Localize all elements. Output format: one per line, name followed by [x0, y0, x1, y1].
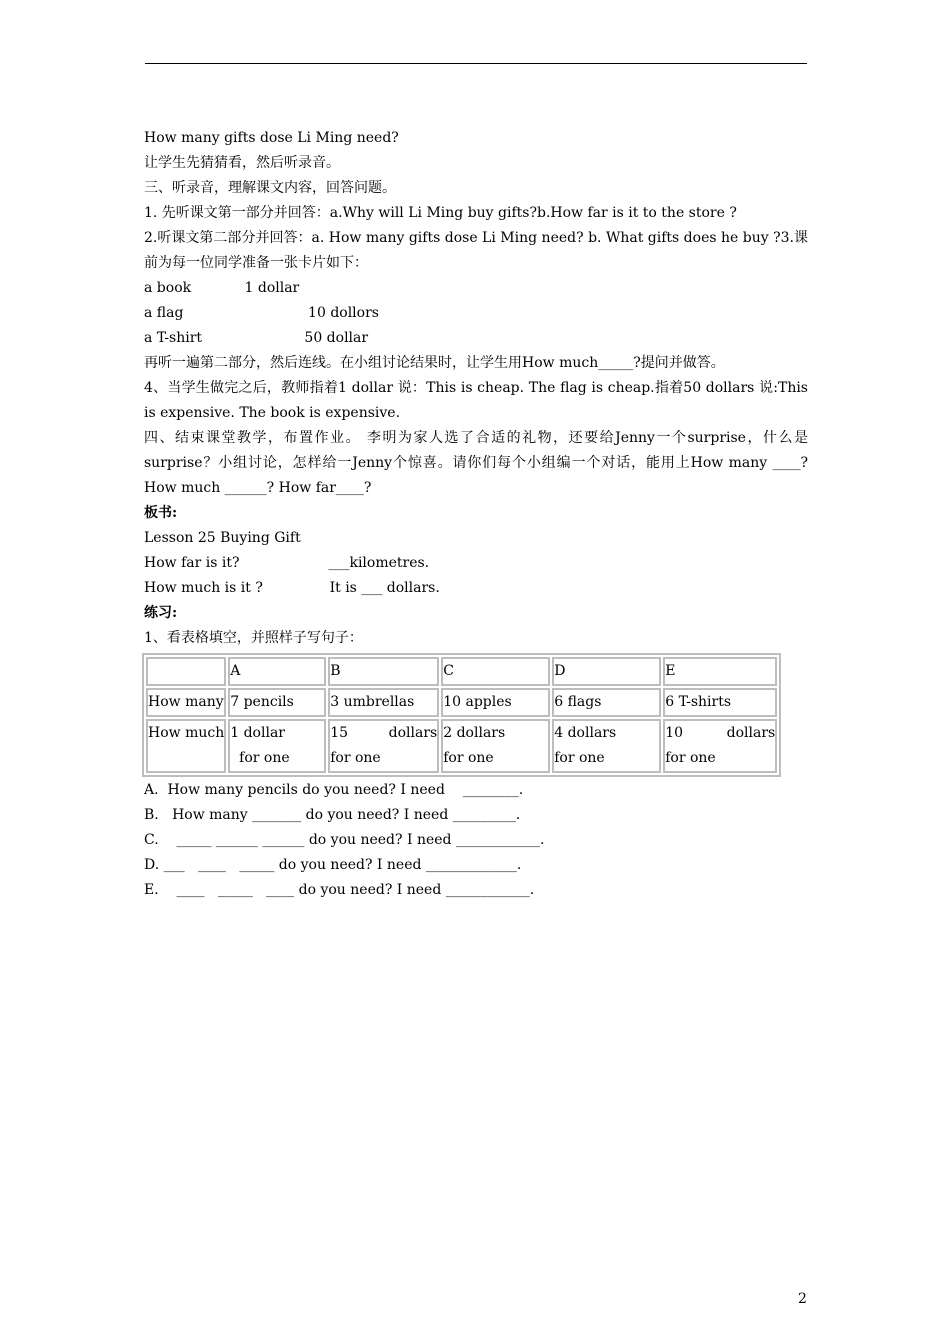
card-line-tshirt: a T-shirt 50 dollar — [144, 330, 369, 346]
price-table — [142, 653, 781, 777]
instruction-line: 让学生先猜猜看，然后听录音。 — [144, 155, 340, 171]
board-line-how-far: How far is it? ___kilometres. — [144, 555, 430, 571]
price-number: 10 — [665, 725, 684, 741]
table-header-cell: E — [663, 657, 777, 686]
table-cell — [663, 719, 777, 773]
step-one-paragraph: 1. 先听课文第一部分并回答：a.Why will Li Ming buy gifts?b.How far is it to the store ? — [144, 205, 737, 221]
matching-instruction: 再听一遍第二部分，然后连线。在小组讨论结果时，让学生用How much_____?提问并做答。 — [144, 355, 725, 371]
price-unit-text: for one — [665, 750, 716, 766]
board-heading: 板书: — [144, 505, 178, 521]
step-two-paragraph: 2.听课文第二部分并回答：a. How many gifts dose Li Ming need? b. What gifts does he buy ?3.课前为每一位同学准备一张卡片如下： — [144, 230, 808, 271]
answer-line-c: C. _____ ______ ______ do you need? I need ____________. — [144, 832, 545, 848]
price-unit-text: for one — [443, 750, 494, 766]
document-body — [144, 126, 808, 903]
table-header-cell — [146, 657, 226, 686]
table-header-cell: A — [228, 657, 326, 686]
page-number: 2 — [798, 1291, 807, 1307]
step-four-paragraph: 4、当学生做完之后，教师指着1 dollar 说：This is cheap. The flag is cheap.指着50 dollars 说:This is expensive. The book is expensive. — [144, 380, 808, 421]
price-line — [330, 721, 437, 746]
header-rule — [145, 63, 807, 64]
price-word: dollars — [388, 725, 438, 741]
table-cell: 6 flags — [552, 688, 661, 717]
table-cell: How many — [146, 688, 226, 717]
table-header-cell: C — [441, 657, 550, 686]
table-cell: 10 apples — [441, 688, 550, 717]
price-unit-text: for one — [554, 750, 605, 766]
answer-line-b: B. How many _______ do you need? I need _________. — [144, 807, 521, 823]
price-text: 1 dollar — [230, 725, 285, 741]
table-cell — [441, 719, 550, 773]
section-four-paragraph: 四、结束课堂教学，布置作业。 李明为家人选了合适的礼物，还要给Jenny一个surprise，什么是surprise？小组讨论，怎样给一Jenny个惊喜。请你们每个小组编一个对话，能用上How many ____? How much ______? How far____? — [144, 430, 808, 496]
table-row-how-much — [146, 719, 777, 773]
card-line-flag: a flag 10 dollors — [144, 305, 379, 321]
price-unit-text: for one — [230, 750, 290, 766]
table-cell — [328, 719, 439, 773]
answer-line-d: D. ___ ____ _____ do you need? I need _____________. — [144, 857, 522, 873]
table-cell: 7 pencils — [228, 688, 326, 717]
board-line-title: Lesson 25 Buying Gift — [144, 530, 301, 546]
card-line-book: a book 1 dollar — [144, 280, 300, 296]
price-word: dollars — [726, 725, 776, 741]
table-header-row — [146, 657, 777, 686]
price-line — [665, 721, 775, 746]
question-line: How many gifts dose Li Ming need? — [144, 130, 399, 146]
price-text: 2 dollars — [443, 725, 506, 741]
table-cell — [228, 719, 326, 773]
table-cell: 6 T-shirts — [663, 688, 777, 717]
table-cell — [552, 719, 661, 773]
board-line-how-much: How much is it ? It is ___ dollars. — [144, 580, 440, 596]
answer-line-e: E. ____ _____ ____ do you need? I need ____________. — [144, 882, 535, 898]
table-header-cell: B — [328, 657, 439, 686]
practice-heading: 练习: — [144, 605, 178, 621]
practice-instruction: 1、看表格填空，并照样子写句子： — [144, 630, 363, 646]
section-three-heading: 三、听录音，理解课文内容，回答问题。 — [144, 180, 396, 196]
price-unit-text: for one — [330, 750, 381, 766]
table-cell: 3 umbrellas — [328, 688, 439, 717]
price-text: 4 dollars — [554, 725, 617, 741]
table-header-cell: D — [552, 657, 661, 686]
table-cell: How much — [146, 719, 226, 773]
answer-line-a: A. How many pencils do you need? I need ________. — [144, 782, 524, 798]
table-row-how-many — [146, 688, 777, 717]
price-number: 15 — [330, 725, 349, 741]
